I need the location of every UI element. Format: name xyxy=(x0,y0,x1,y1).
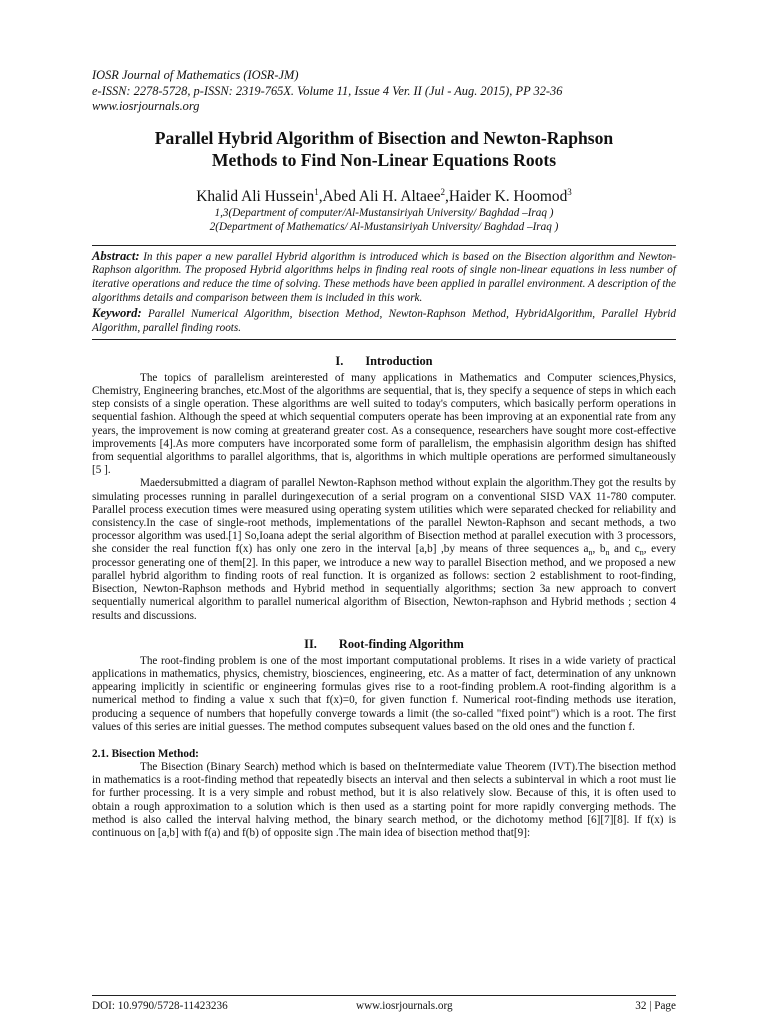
intro-p2-part-a: Maedersubmitted a diagram of parallel Newton-Raphson method without explain the algorithm.They got the results by simulating processes running in parallel duringexecution of a serial program on a conventional SISD VAX 11-780 computer. Parallel process execution times were measured using operating system utilities which were separated checked for reliability and consistency.In the case of single-root methods, implementations of the parallel Newton-Raphson and secant methods, a two processor algorithm was used.[1] So,Ioana adept the serial algorithm of Bisection method at parallel execution with 3 processors, she consider the real function f(x) has only one zero in the interval [a,b] ,by means of three sequences a xyxy=(92,477,676,556)
author-2: ,Abed Ali H. Altaee xyxy=(318,187,441,205)
footer-site: www.iosrjournals.org xyxy=(356,1000,453,1012)
intro-paragraph-2 xyxy=(92,477,676,622)
journal-issn: e-ISSN: 2278-5728, p-ISSN: 2319-765X. Volume 11, Issue 4 Ver. II (Jul - Aug. 2015), PP 32-36 xyxy=(92,83,563,98)
affiliation-1: 1,3(Department of computer/Al-Mustansiriyah University/ Baghdad –Iraq ) xyxy=(214,206,554,219)
section-title: Root-finding Algorithm xyxy=(338,636,464,651)
author-3-sup: 3 xyxy=(567,186,572,197)
intro-p2-part-d: , every processor generating one of them[2]. In this paper, we introduce a new way to parallel Bisection method, and we proposed a new parallel hybrid algorithm to finding roots of real function. It is organized as follows: section 2 establishment to root-finding, Bisection, Newton-Raphson methods and Hybrid method in sequentially algorithms; section 3a new approach to convert sequentially numerical algorithm to parallel numerical algorithm of Bisection, Newton-raphson and Hybrid methods ; section 4 results and discussions. xyxy=(92,543,676,622)
journal-header xyxy=(92,68,676,115)
subsection-heading-bisection: 2.1. Bisection Method: xyxy=(92,747,199,760)
abstract-label: Abstract: xyxy=(92,248,140,263)
keywords xyxy=(92,307,676,335)
paper-title xyxy=(92,127,676,171)
author-1-sup: 1 xyxy=(314,186,319,197)
intro-p2-part-b: , b xyxy=(592,543,606,556)
section-heading-introduction xyxy=(92,354,676,369)
subscript-n: n xyxy=(605,548,610,558)
section-number: II. xyxy=(304,636,317,651)
paper-title-line-1: Parallel Hybrid Algorithm of Bisection and Newton-Raphson xyxy=(154,127,614,148)
author-list xyxy=(92,183,676,206)
affiliation-2: 2(Department of Mathematics/ Al-Mustansiriyah University/ Baghdad –Iraq ) xyxy=(209,220,559,233)
footer-doi: DOI: 10.9790/5728-11423236 xyxy=(92,1000,228,1012)
abstract xyxy=(92,250,676,306)
footer-page-number: 32 | Page xyxy=(635,1000,676,1012)
author-1: Khalid Ali Hussein xyxy=(196,187,315,205)
paper-page xyxy=(92,68,676,840)
section-number: I. xyxy=(335,353,344,368)
bisection-paragraph: The Bisection (Binary Search) method which is based on theIntermediate value Theorem (IVT).The bisection method in mathematics is a root-finding method that repeatedly bisects an interval and then selects a subinterval in which a root must lie for further processing. It is a very simple and robust method, but it is also relatively slow. Because of this, it is often used to obtain a rough approximation to a solution which is then used as a starting point for more rapidly converging methods. The method is also called the interval halving method, the binary search method, or the dichotomy method [6][7][8]. If f(x) is continuous on [a,b] with f(a) and f(b) of opposite sign .The main idea of bisection method that[9]: xyxy=(92,760,676,839)
journal-site: www.iosrjournals.org xyxy=(92,99,200,113)
section-title: Introduction xyxy=(365,353,433,368)
author-2-sup: 2 xyxy=(440,186,446,197)
section-heading-root-finding xyxy=(92,637,676,652)
intro-p2-part-c: and c xyxy=(609,543,640,556)
subscript-n: n xyxy=(588,548,593,558)
subscript-n: n xyxy=(639,548,644,558)
abstract-box xyxy=(92,245,676,340)
page-footer xyxy=(92,995,676,1012)
affiliations xyxy=(92,206,676,234)
root-finding-paragraph: The root-finding problem is one of the most important computational problems. It rises in a wide variety of practical applications in mathematics, physics, chemistry, biosciences, engineering, etc. As a matter of fact, determination of any unknown appearing implicitly in scientific or engineering formulas gives rise to a root-finding problem.A root-finding algorithm is a numerical method to finding a value x such that f(x)=0, for given function f. Numerical root-finding methods use iteration, producing a sequence of numbers that hopefully converge towards a limit (the so-called "fixed point") which is a root. The first values of this series are initial guesses. The method computes subsequent values based on the old ones and the function f. xyxy=(92,654,676,733)
keywords-label: Keyword: xyxy=(92,306,142,321)
intro-paragraph-1: The topics of parallelism areinterested of many applications in Mathematics and Computer sciences,Physics, Chemistry, Engineering branches, etc.Most of the algorithms are sequential, that is, they specify a sequence of steps in which each step consists of a single operation. These algorithms are well suited to today's computers, which basically perform operations in sequential fashion. Although the speed at which sequential computers operate has been improving at an exponential rate from any years, the improvement is now coming at greaterand greater cost. As a consequence, researchers have sought more cost-effective improvements [4].As more computers have incorporated some form of parallelism, the emphasisin algorithm design has shifted from sequential algorithms to parallel algorithms, that is, algorithms in which multiple operations are performed simultaneously [5 ]. xyxy=(92,371,676,477)
author-3: ,Haider K. Hoomod xyxy=(445,187,568,205)
journal-name: IOSR Journal of Mathematics (IOSR-JM) xyxy=(92,68,299,82)
keywords-text: Parallel Numerical Algorithm, bisection Method, Newton-Raphson Method, HybridAlgorithm, Parallel Hybrid Algorithm, parallel finding roots. xyxy=(92,308,677,335)
paper-title-line-2: Methods to Find Non-Linear Equations Roots xyxy=(211,149,557,170)
abstract-text: In this paper a new parallel Hybrid algorithm is introduced which is based on the Bisection algorithm and Newton-Raphson algorithm. The proposed Hybrid algorithms helps in finding real roots of single non-linear equations in less number of iterative operations and reduce the time of solving. These methods have been applied in parallel environment. A description of the algorithms details and comparison between them is included in this work. xyxy=(92,250,676,304)
